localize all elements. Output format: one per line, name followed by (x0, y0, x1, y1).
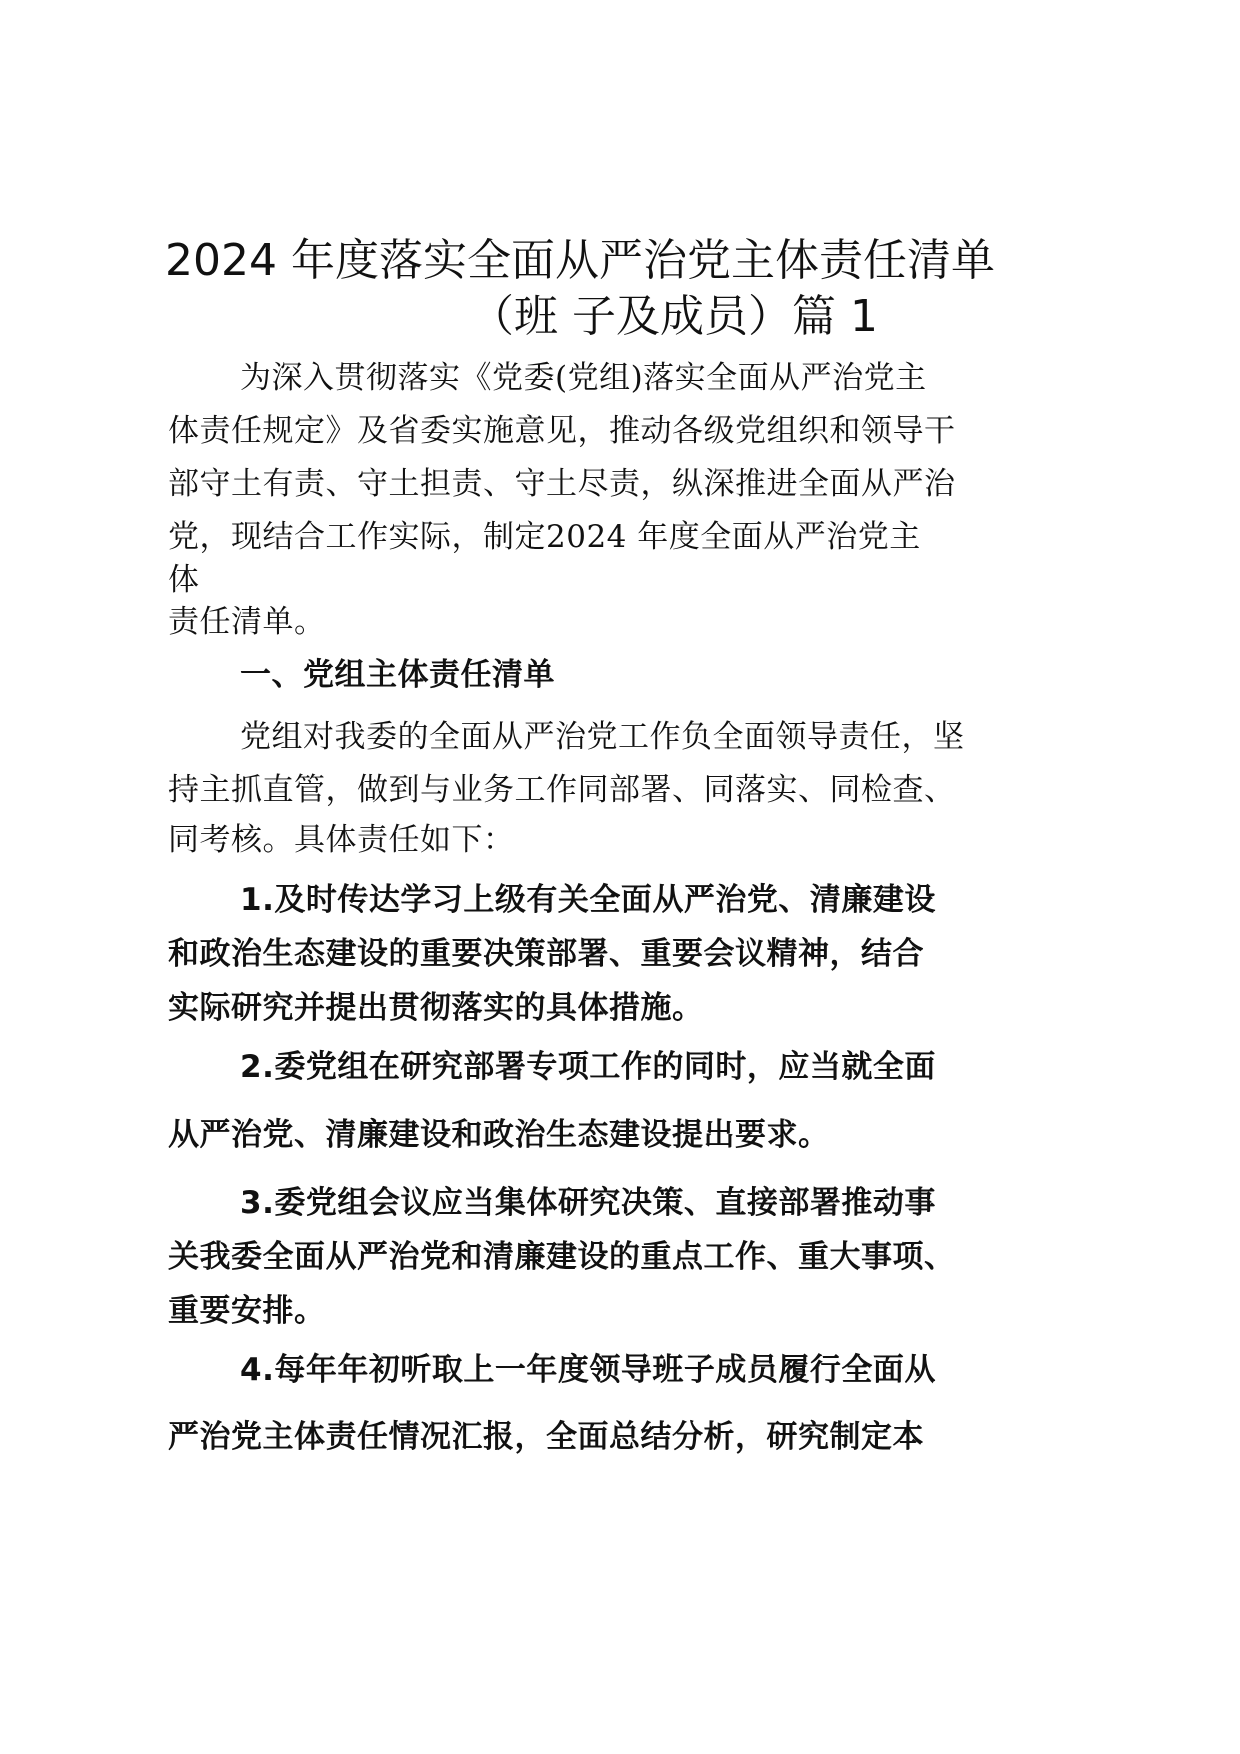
list-item-line: 4.每年年初听取上一年度领导班子成员履行全面从 (240, 1352, 936, 1388)
intro-line: 体 (168, 562, 200, 598)
list-item-line: 和政治生态建设的重要决策部署、重要会议精神，结合 (168, 936, 924, 972)
list-item-line: 3.委党组会议应当集体研究决策、直接部署推动事 (240, 1185, 936, 1221)
section-heading: 一、党组主体责任清单 (240, 657, 555, 693)
intro-line: 党，现结合工作实际，制定2024 年度全面从严治党主 (168, 519, 921, 555)
list-item-line: 实际研究并提出贯彻落实的具体措施。 (168, 990, 704, 1026)
list-item-line: 重要安排。 (168, 1293, 326, 1329)
list-item-line: 从严治党、清廉建设和政治生态建设提出要求。 (168, 1117, 830, 1153)
section-intro-line: 持主抓直管，做到与业务工作同部署、同落实、同检查、 (168, 772, 956, 808)
list-item-line: 关我委全面从严治党和清廉建设的重点工作、重大事项、 (168, 1239, 956, 1275)
list-item-line: 2.委党组在研究部署专项工作的同时，应当就全面 (240, 1049, 936, 1085)
list-item-line: 1.及时传达学习上级有关全面从严治党、清廉建设 (240, 882, 936, 918)
list-item-line: 严治党主体责任情况汇报，全面总结分析，研究制定本 (168, 1419, 924, 1455)
intro-line: 部守土有责、守土担责、守土尽责，纵深推进全面从严治 (168, 466, 956, 502)
intro-line: 责任清单。 (168, 604, 326, 640)
intro-line: 体责任规定》及省委实施意见，推动各级党组织和领导干 (168, 413, 956, 449)
section-intro-line: 党组对我委的全面从严治党工作负全面领导责任，坚 (240, 719, 965, 755)
document-title-line-1: 2024 年度落实全面从严治党主体责任清单 (165, 235, 995, 286)
section-intro-line: 同考核。具体责任如下： (168, 822, 515, 858)
intro-line: 为深入贯彻落实《党委(党组)落实全面从严治党主 (240, 360, 927, 396)
document-title-line-2: （班 子及成员）篇 1 (470, 291, 878, 342)
